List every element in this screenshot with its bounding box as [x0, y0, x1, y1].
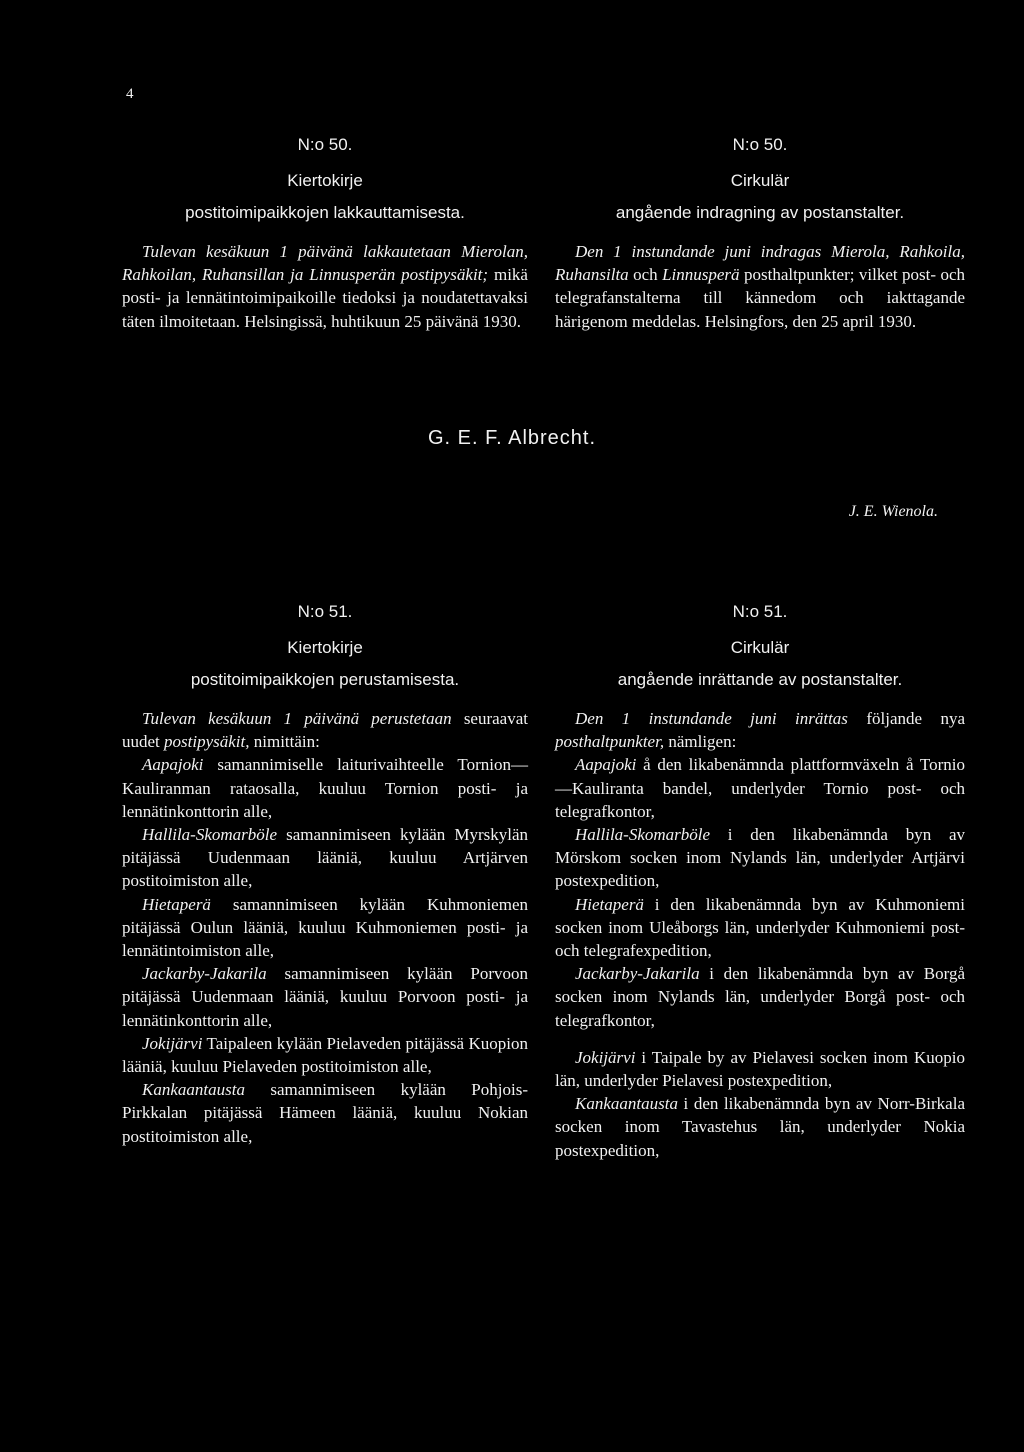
item-text: i Taipale by av Pielavesi socken inom Kuopio län, underlyder Pielavesi postexpedition,	[555, 1047, 965, 1091]
circular-50-fi	[122, 133, 528, 333]
list-item	[122, 1078, 528, 1148]
place-name: Kankaantausta	[575, 1094, 678, 1114]
item-text: i den likabenämnda byn av Kuhmoniemi socken inom Uleåborgs län, underlyder Kuhmoniemi post- och telegrafexpedition,	[555, 894, 965, 961]
place-name: Hallila-Skomarböle	[142, 825, 278, 845]
item-text: samannimiseen kylään Porvoon pitäjässä Uudenmaan lääniä, kuuluu Porvoon posti- ja lennätinkonttorin alle,	[122, 964, 528, 1030]
list-item	[555, 962, 965, 1032]
item-text: samannimiseen kylään Myrskylän pitäjässä Uudenmaan lääniä, kuuluu Artjärven postitoimiston alle,	[122, 825, 528, 891]
list-item	[122, 1032, 528, 1078]
item-text: samannimiseen kylään Pohjois-Pirkkalan pitäjässä Hämeen lääniä, kuuluu Nokian postitoimiston alle,	[122, 1080, 528, 1146]
circular-intro	[555, 707, 965, 753]
signature: G. E. F. Albrecht.	[427, 427, 597, 449]
item-text: i den likabenämnda byn av Mörskom socken inom Nylands län, underlyder Artjärvi postexpedition,	[555, 825, 965, 891]
list-item	[122, 962, 528, 1032]
place-name: Jokijärvi	[575, 1047, 636, 1067]
body-italic: Linnusperä	[662, 265, 740, 285]
place-name: Aapajoki	[575, 755, 637, 775]
circular-body	[555, 240, 965, 333]
body-text: mikä posti- ja lennätintoimipaikoille tiedoksi ja noudatettavaksi täten ilmoitetaan. Helsingissä, huhtikuun 25 päivänä 1930.	[122, 265, 528, 331]
place-name: Aapajoki	[142, 755, 204, 775]
circular-subtitle: angående indragning av postanstalter.	[615, 203, 905, 222]
intro-italic: postipysäkit,	[164, 732, 250, 752]
circular-title: Cirkulär	[730, 171, 790, 190]
page-number: 4	[126, 86, 134, 102]
circular-subtitle: postitoimipaikkojen lakkauttamisesta.	[185, 203, 465, 222]
intro-text: nimittäin:	[249, 732, 320, 752]
list-item	[555, 823, 965, 893]
list-item	[555, 893, 965, 963]
intro-text: seuraavat uudet	[122, 709, 528, 752]
item-text: Taipaleen kylään Pielaveden pitäjässä Kuopion lääniä, kuuluu Pielaveden postitoimiston alle,	[122, 1033, 528, 1077]
circular-51-fi	[122, 600, 528, 1148]
body-text: posthaltpunkter; vilket post- och telegrafanstalterna till kännedom och iakttagande härigenom meddelas. Helsingfors, den 25 april 1930.	[555, 265, 965, 331]
body-italic: Den 1 instundande juni indragas Mierola, Rahkoila, Ruhansilta	[555, 242, 965, 285]
intro-italic: posthaltpunkter,	[555, 732, 665, 752]
list-item	[122, 753, 528, 823]
circular-subtitle: postitoimipaikkojen perustamisesta.	[190, 670, 460, 689]
intro-text: nämligen:	[664, 732, 737, 752]
circular-number: N:o 51.	[732, 602, 788, 621]
list-item	[555, 753, 965, 823]
body-italic: Tulevan kesäkuun 1 päivänä lakkautetaan Mierolan, Rahkoilan, Ruhansillan ja Linnusperän postipysäkit;	[122, 242, 528, 285]
circular-subtitle: angående inrättande av postanstalter.	[617, 670, 903, 689]
circular-intro	[122, 707, 528, 753]
item-text: samannimiseen kylään Kuhmoniemen pitäjässä Oulun lääniä, kuuluu Kuhmoniemen posti- ja lennätintoimiston alle,	[122, 894, 528, 961]
circular-number: N:o 50.	[297, 135, 353, 154]
circular-number: N:o 51.	[297, 602, 353, 621]
list-item	[122, 823, 528, 893]
body-text: och	[628, 265, 663, 285]
item-text: i den likabenämnda byn av Norr-Birkala socken inom Tavastehus län, underlyder Nokia postexpedition,	[555, 1094, 965, 1160]
countersignature: J. E. Wienola.	[848, 503, 938, 520]
place-name: Kankaantausta	[142, 1080, 245, 1100]
item-text: i den likabenämnda byn av Borgå socken inom Nylands län, underlyder Borgå post- och telegrafkontor,	[555, 964, 965, 1030]
place-name: Jokijärvi	[142, 1033, 203, 1053]
place-name: Hietaperä	[142, 894, 211, 914]
circular-51-sv	[555, 600, 965, 1162]
list-item	[555, 1046, 965, 1092]
circular-title: Kiertokirje	[287, 171, 363, 190]
place-name: Jackarby-Jakarila	[142, 964, 267, 984]
place-name: Jackarby-Jakarila	[575, 964, 700, 984]
circular-50-sv	[555, 133, 965, 333]
circular-body	[122, 240, 528, 333]
place-name: Hallila-Skomarböle	[575, 825, 711, 845]
list-item	[122, 893, 528, 963]
circular-number: N:o 50.	[732, 135, 788, 154]
item-text: å den likabenämnda plattformväxeln å Tornio—Kauliranta bandel, underlyder Tornio post- och telegrafkontor,	[555, 755, 965, 821]
intro-text: följande nya	[847, 709, 966, 728]
intro-italic: Den 1 instundande juni inrättas	[575, 709, 848, 728]
list-item	[555, 1092, 965, 1162]
circular-title: Cirkulär	[730, 638, 790, 657]
intro-italic: Tulevan kesäkuun 1 päivänä perustetaan	[142, 709, 452, 728]
place-name: Hietaperä	[575, 894, 644, 914]
item-text: samannimiselle laiturivaihteelle Tornion—Kauliranman rataosalla, kuuluu Tornion posti- ja lennätinkonttorin alle,	[122, 755, 528, 821]
circular-title: Kiertokirje	[287, 638, 363, 657]
